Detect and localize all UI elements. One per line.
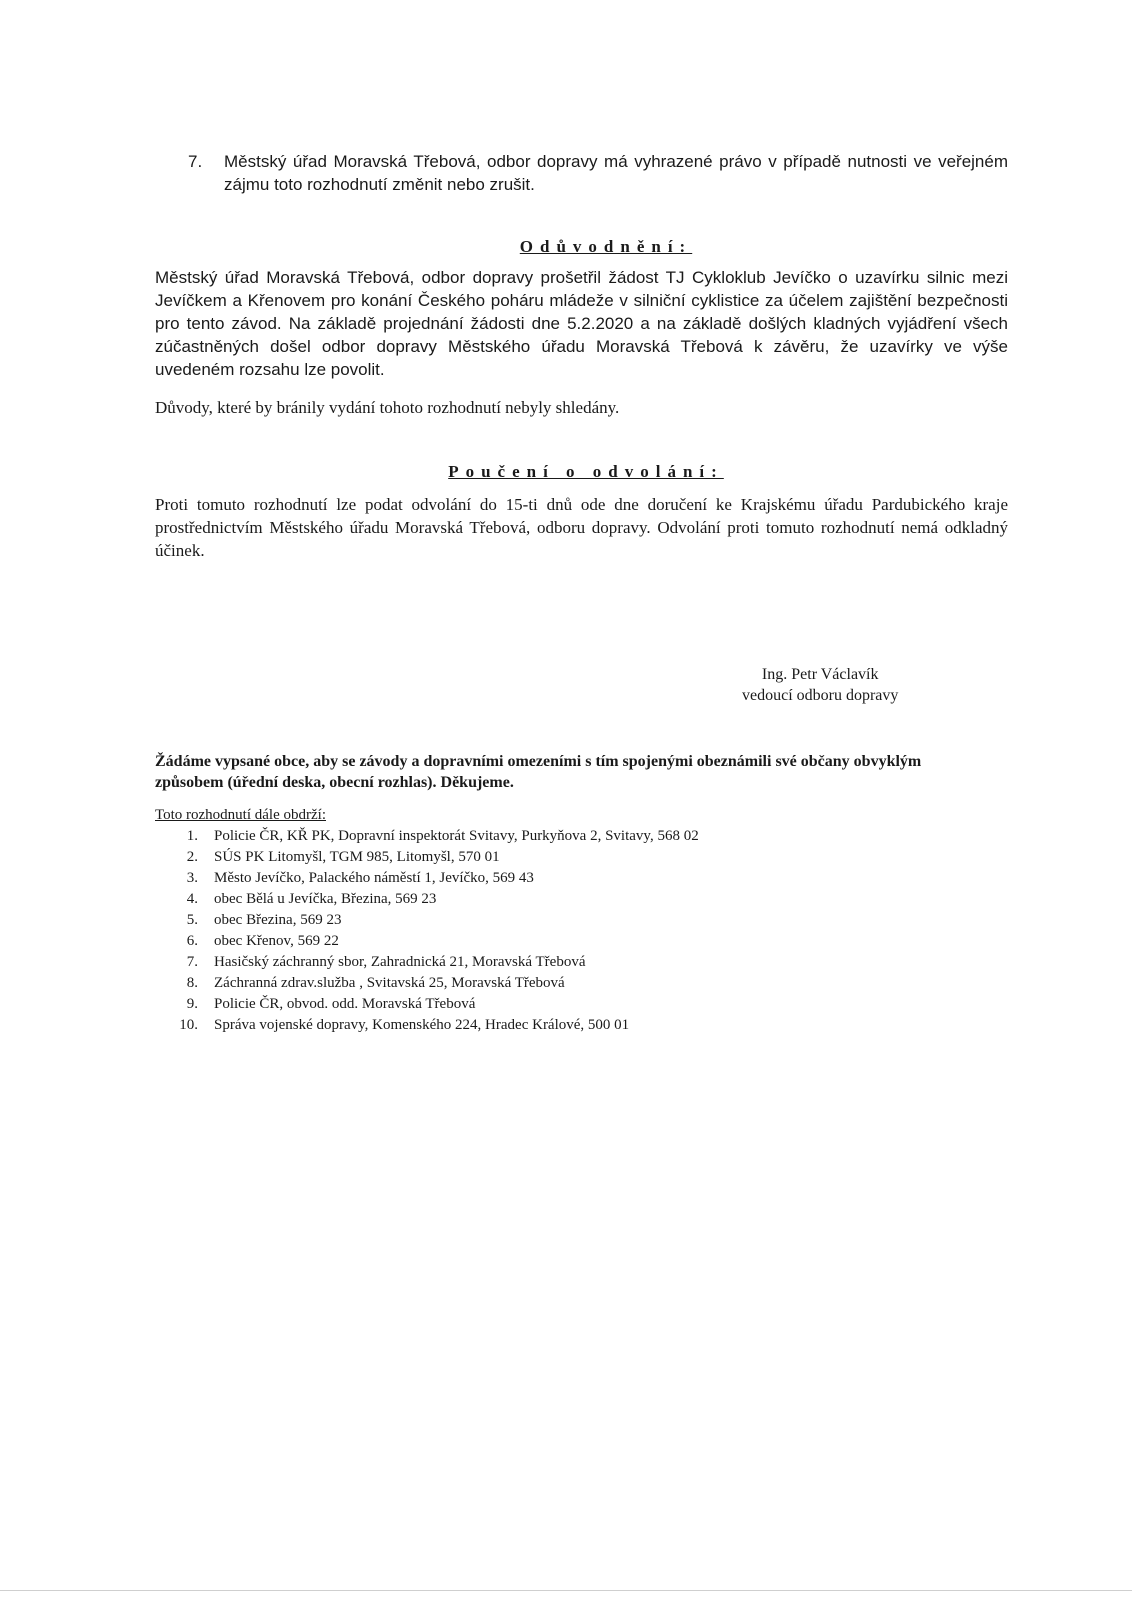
list-item-text: Záchranná zdrav.služba , Svitavská 25, Moravská Třebová — [214, 975, 565, 991]
recipients-list — [168, 826, 699, 1036]
recipients-title: Toto rozhodnutí dále obdrží: — [155, 807, 326, 823]
list-item-text: obec Březina, 569 23 — [214, 912, 342, 928]
page-bottom-divider — [0, 1590, 1132, 1591]
list-item-text: obec Křenov, 569 22 — [214, 933, 339, 949]
list-item-number: 3. — [186, 870, 198, 886]
clause-number: 7. — [188, 152, 203, 171]
request-notice: Žádáme vypsané obce, aby se závody a dopravními omezeními s tím spojenými obeznámili své občany obvyklým způsobem (úřední deska, obecní rozhlas). Děkujeme. — [155, 753, 922, 791]
list-item — [168, 868, 699, 889]
list-item-number: 1. — [186, 828, 198, 844]
list-item — [168, 910, 699, 931]
signature-block — [742, 664, 898, 706]
list-item — [168, 889, 699, 910]
list-item-text: Město Jevíčko, Palackého náměstí 1, Jevíčko, 569 43 — [214, 870, 534, 886]
clause-text: Městský úřad Moravská Třebová, odbor dopravy má vyhrazené právo v případě nutnosti ve veřejném zájmu toto rozhodnutí změnit nebo zrušit. — [224, 152, 1008, 194]
list-item-number: 5. — [186, 912, 198, 928]
signatory-name: Ing. Petr Václavík — [761, 666, 879, 683]
reasoning-heading: Odůvodnění: — [519, 237, 693, 256]
list-item-text: Policie ČR, KŘ PK, Dopravní inspektorát Svitavy, Purkyňova 2, Svitavy, 568 02 — [214, 828, 699, 844]
list-item — [168, 973, 699, 994]
list-item-text: Hasičský záchranný sbor, Zahradnická 21, Moravská Třebová — [214, 954, 586, 970]
list-item — [168, 847, 699, 868]
list-item-text: SÚS PK Litomyšl, TGM 985, Litomyšl, 570 01 — [214, 849, 500, 865]
list-item-text: Správa vojenské dopravy, Komenského 224, Hradec Králové, 500 01 — [214, 1017, 630, 1033]
grounds-paragraph: Důvody, které by bránily vydání tohoto rozhodnutí nebyly shledány. — [155, 398, 620, 417]
list-item-number: 4. — [186, 891, 198, 907]
list-item — [168, 994, 699, 1015]
list-item — [168, 931, 699, 952]
list-item-number: 10. — [179, 1017, 198, 1033]
list-item — [168, 826, 699, 847]
signatory-title: vedoucí odboru dopravy — [742, 687, 899, 704]
reasoning-paragraph: Městský úřad Moravská Třebová, odbor dopravy prošetřil žádost TJ Cykloklub Jevíčko o uzavírku silnic mezi Jevíčkem a Křenovem pro konání Českého poháru mládeže v silniční cyklistice za účelem zajištění bezpečnosti pro tento závod. Na základě projednání žádosti dne 5.2.2020 a na základě došlých kladných vyjádření všech zúčastněných došel odbor dopravy Městského úřadu Moravská Třebová k závěru, že uzavírky ve výše uvedeném rozsahu lze povolit. — [155, 268, 1008, 379]
list-item-number: 9. — [186, 996, 198, 1012]
list-item-number: 7. — [186, 954, 198, 970]
list-item — [168, 952, 699, 973]
numbered-clause-7 — [188, 150, 1008, 196]
appeal-heading: Poučení o odvolání: — [448, 462, 724, 481]
list-item-number: 8. — [186, 975, 198, 991]
list-item-number: 2. — [186, 849, 198, 865]
list-item-text: Policie ČR, obvod. odd. Moravská Třebová — [214, 996, 476, 1012]
list-item-text: obec Bělá u Jevíčka, Březina, 569 23 — [214, 891, 437, 907]
appeal-paragraph: Proti tomuto rozhodnutí lze podat odvolání do 15-ti dnů ode dne doručení ke Krajskému úřadu Pardubického kraje prostřednictvím Městského úřadu Moravská Třebová, odboru dopravy. Odvolání proti tomuto rozhodnutí nemá odkladný účinek. — [155, 495, 1008, 560]
list-item-number: 6. — [186, 933, 198, 949]
list-item — [168, 1015, 699, 1036]
